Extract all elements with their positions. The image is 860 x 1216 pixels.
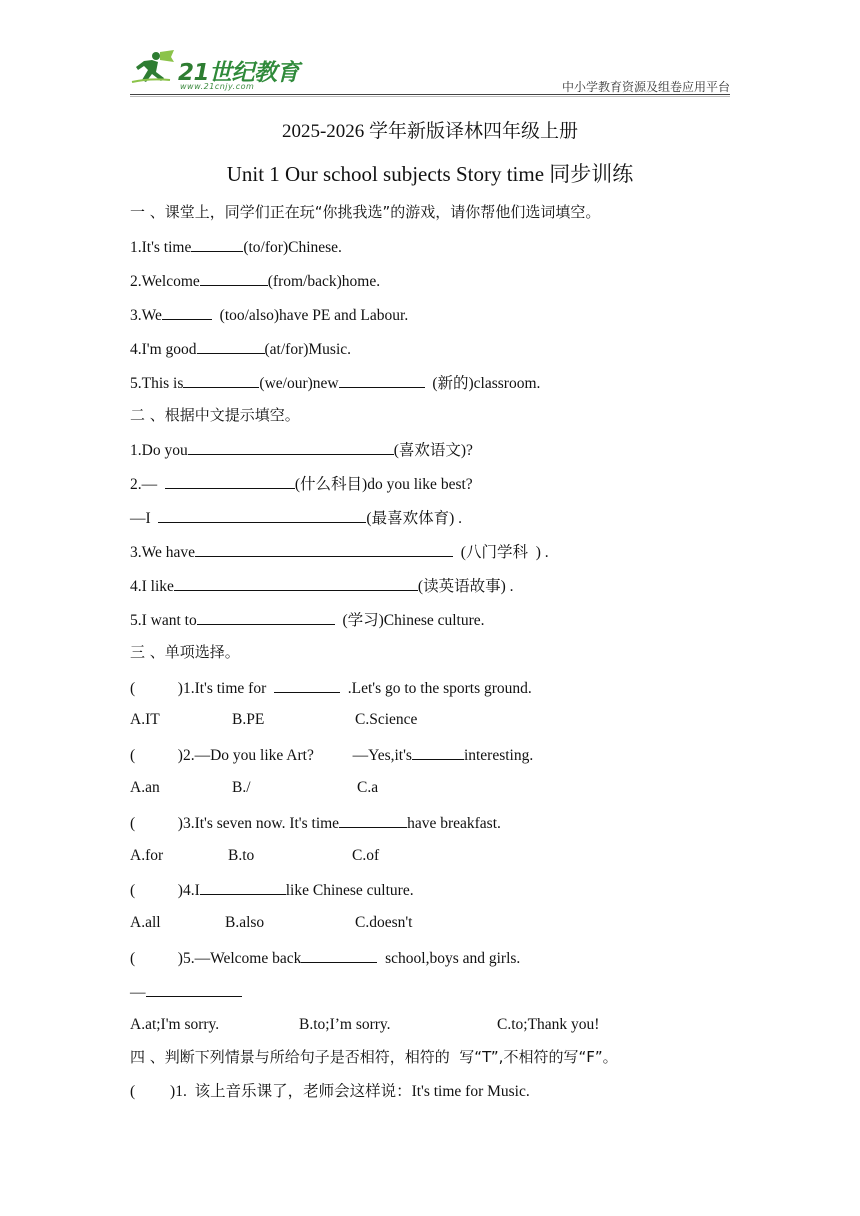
s1-q2: 2.Welcome (from/back)home.	[130, 270, 380, 292]
s3-q4-options	[130, 913, 412, 933]
blank[interactable]	[162, 304, 212, 320]
blank[interactable]	[158, 507, 366, 523]
section-1-heading: 一 、课堂上，同学们正在玩“你挑我选”的游戏，请你帮他们选词填空。	[130, 203, 601, 221]
option-a: A.IT	[130, 711, 160, 728]
s3-q1: ( )1.It's time for .Let's go to the sports ground.	[130, 677, 532, 699]
s2-q5: 5.I want to (学习)Chinese culture.	[130, 609, 485, 631]
option-a: A.for	[130, 847, 164, 864]
brand-url: www.21cnjy.com	[180, 82, 255, 91]
s1-q1: 1.It's time (to/for)Chinese.	[130, 236, 342, 258]
doc-title: 2025-2026 学年新版译林四年级上册	[281, 121, 579, 142]
s1-q5: 5.This is (we/our)new (新的)classroom.	[130, 372, 540, 394]
option-b: B.PE	[232, 711, 265, 728]
s2-q3: 3.We have (八门学科 ) .	[130, 541, 549, 563]
header-rule	[130, 94, 730, 95]
s1-q3: 3.We (too/also)have PE and Labour.	[130, 304, 408, 326]
doc-subtitle: Unit 1 Our school subjects Story time 同步训练	[226, 162, 634, 186]
blank[interactable]	[301, 947, 377, 963]
brand-name: 21世纪教育	[178, 60, 300, 86]
blank[interactable]	[174, 575, 418, 591]
section-3-heading: 三 、单项选择。	[130, 643, 240, 661]
header-rule-thin	[130, 96, 730, 97]
s3-q3-options	[130, 846, 379, 866]
s3-q5-options	[130, 1015, 599, 1035]
blank[interactable]	[197, 609, 335, 625]
s2-q4: 4.I like (读英语故事) .	[130, 575, 513, 597]
blank[interactable]	[165, 473, 295, 489]
blank[interactable]	[146, 981, 242, 997]
platform-tagline: 中小学教育资源及组卷应用平台	[561, 80, 730, 94]
logo	[130, 48, 300, 94]
page-header	[130, 48, 730, 96]
s3-q3: ( )3.It's seven now. It's time have breakfast.	[130, 812, 501, 834]
blank[interactable]	[200, 879, 286, 895]
option-b: B.also	[225, 914, 265, 931]
option-a: A.all	[130, 914, 161, 931]
section-2-heading: 二 、根据中文提示填空。	[130, 406, 300, 424]
option-c: C.Science	[355, 711, 418, 728]
s2-q2: 2.— (什么科目)do you like best?	[130, 473, 473, 495]
blank[interactable]	[339, 812, 407, 828]
s3-q5: ( )5.—Welcome back school,boys and girls.	[130, 947, 520, 969]
s2-q1: 1.Do you (喜欢语文)?	[130, 439, 473, 461]
option-c: C.doesn't	[355, 914, 413, 931]
blank[interactable]	[197, 338, 265, 354]
s3-q5-answer: —	[130, 981, 242, 1003]
blank[interactable]	[195, 541, 453, 557]
runner-logo-icon	[130, 48, 178, 88]
s3-q4: ( )4.I like Chinese culture.	[130, 879, 414, 901]
option-a: A.an	[130, 779, 160, 796]
option-b: B./	[232, 779, 251, 796]
blank[interactable]	[412, 744, 464, 760]
s2-q2-answer: —I (最喜欢体育) .	[130, 507, 462, 529]
s1-q4: 4.I'm good (at/for)Music.	[130, 338, 351, 360]
s3-q1-options	[130, 710, 417, 730]
blank[interactable]	[200, 270, 268, 286]
option-b: B.to;I’m sorry.	[299, 1016, 391, 1033]
option-a: A.at;I'm sorry.	[130, 1016, 220, 1033]
blank[interactable]	[191, 236, 243, 252]
blank[interactable]	[274, 677, 340, 693]
option-c: C.to;Thank you!	[497, 1016, 600, 1033]
blank[interactable]	[188, 439, 394, 455]
s3-q2-options	[130, 778, 378, 798]
option-b: B.to	[228, 847, 255, 864]
section-4-heading: 四 、判断下列情景与所给句子是否相符，相符的 写“T”,不相符的写“F”。	[130, 1048, 618, 1066]
s3-q2: ( )2.—Do you like Art? —Yes,it's interesting.	[130, 744, 533, 766]
s4-q1: ( )1. 该上音乐课了，老师会这样说：It's time for Music.	[130, 1083, 530, 1100]
option-c: C.of	[352, 847, 380, 864]
blank[interactable]	[339, 372, 425, 388]
option-c: C.a	[357, 779, 379, 796]
blank[interactable]	[183, 372, 259, 388]
